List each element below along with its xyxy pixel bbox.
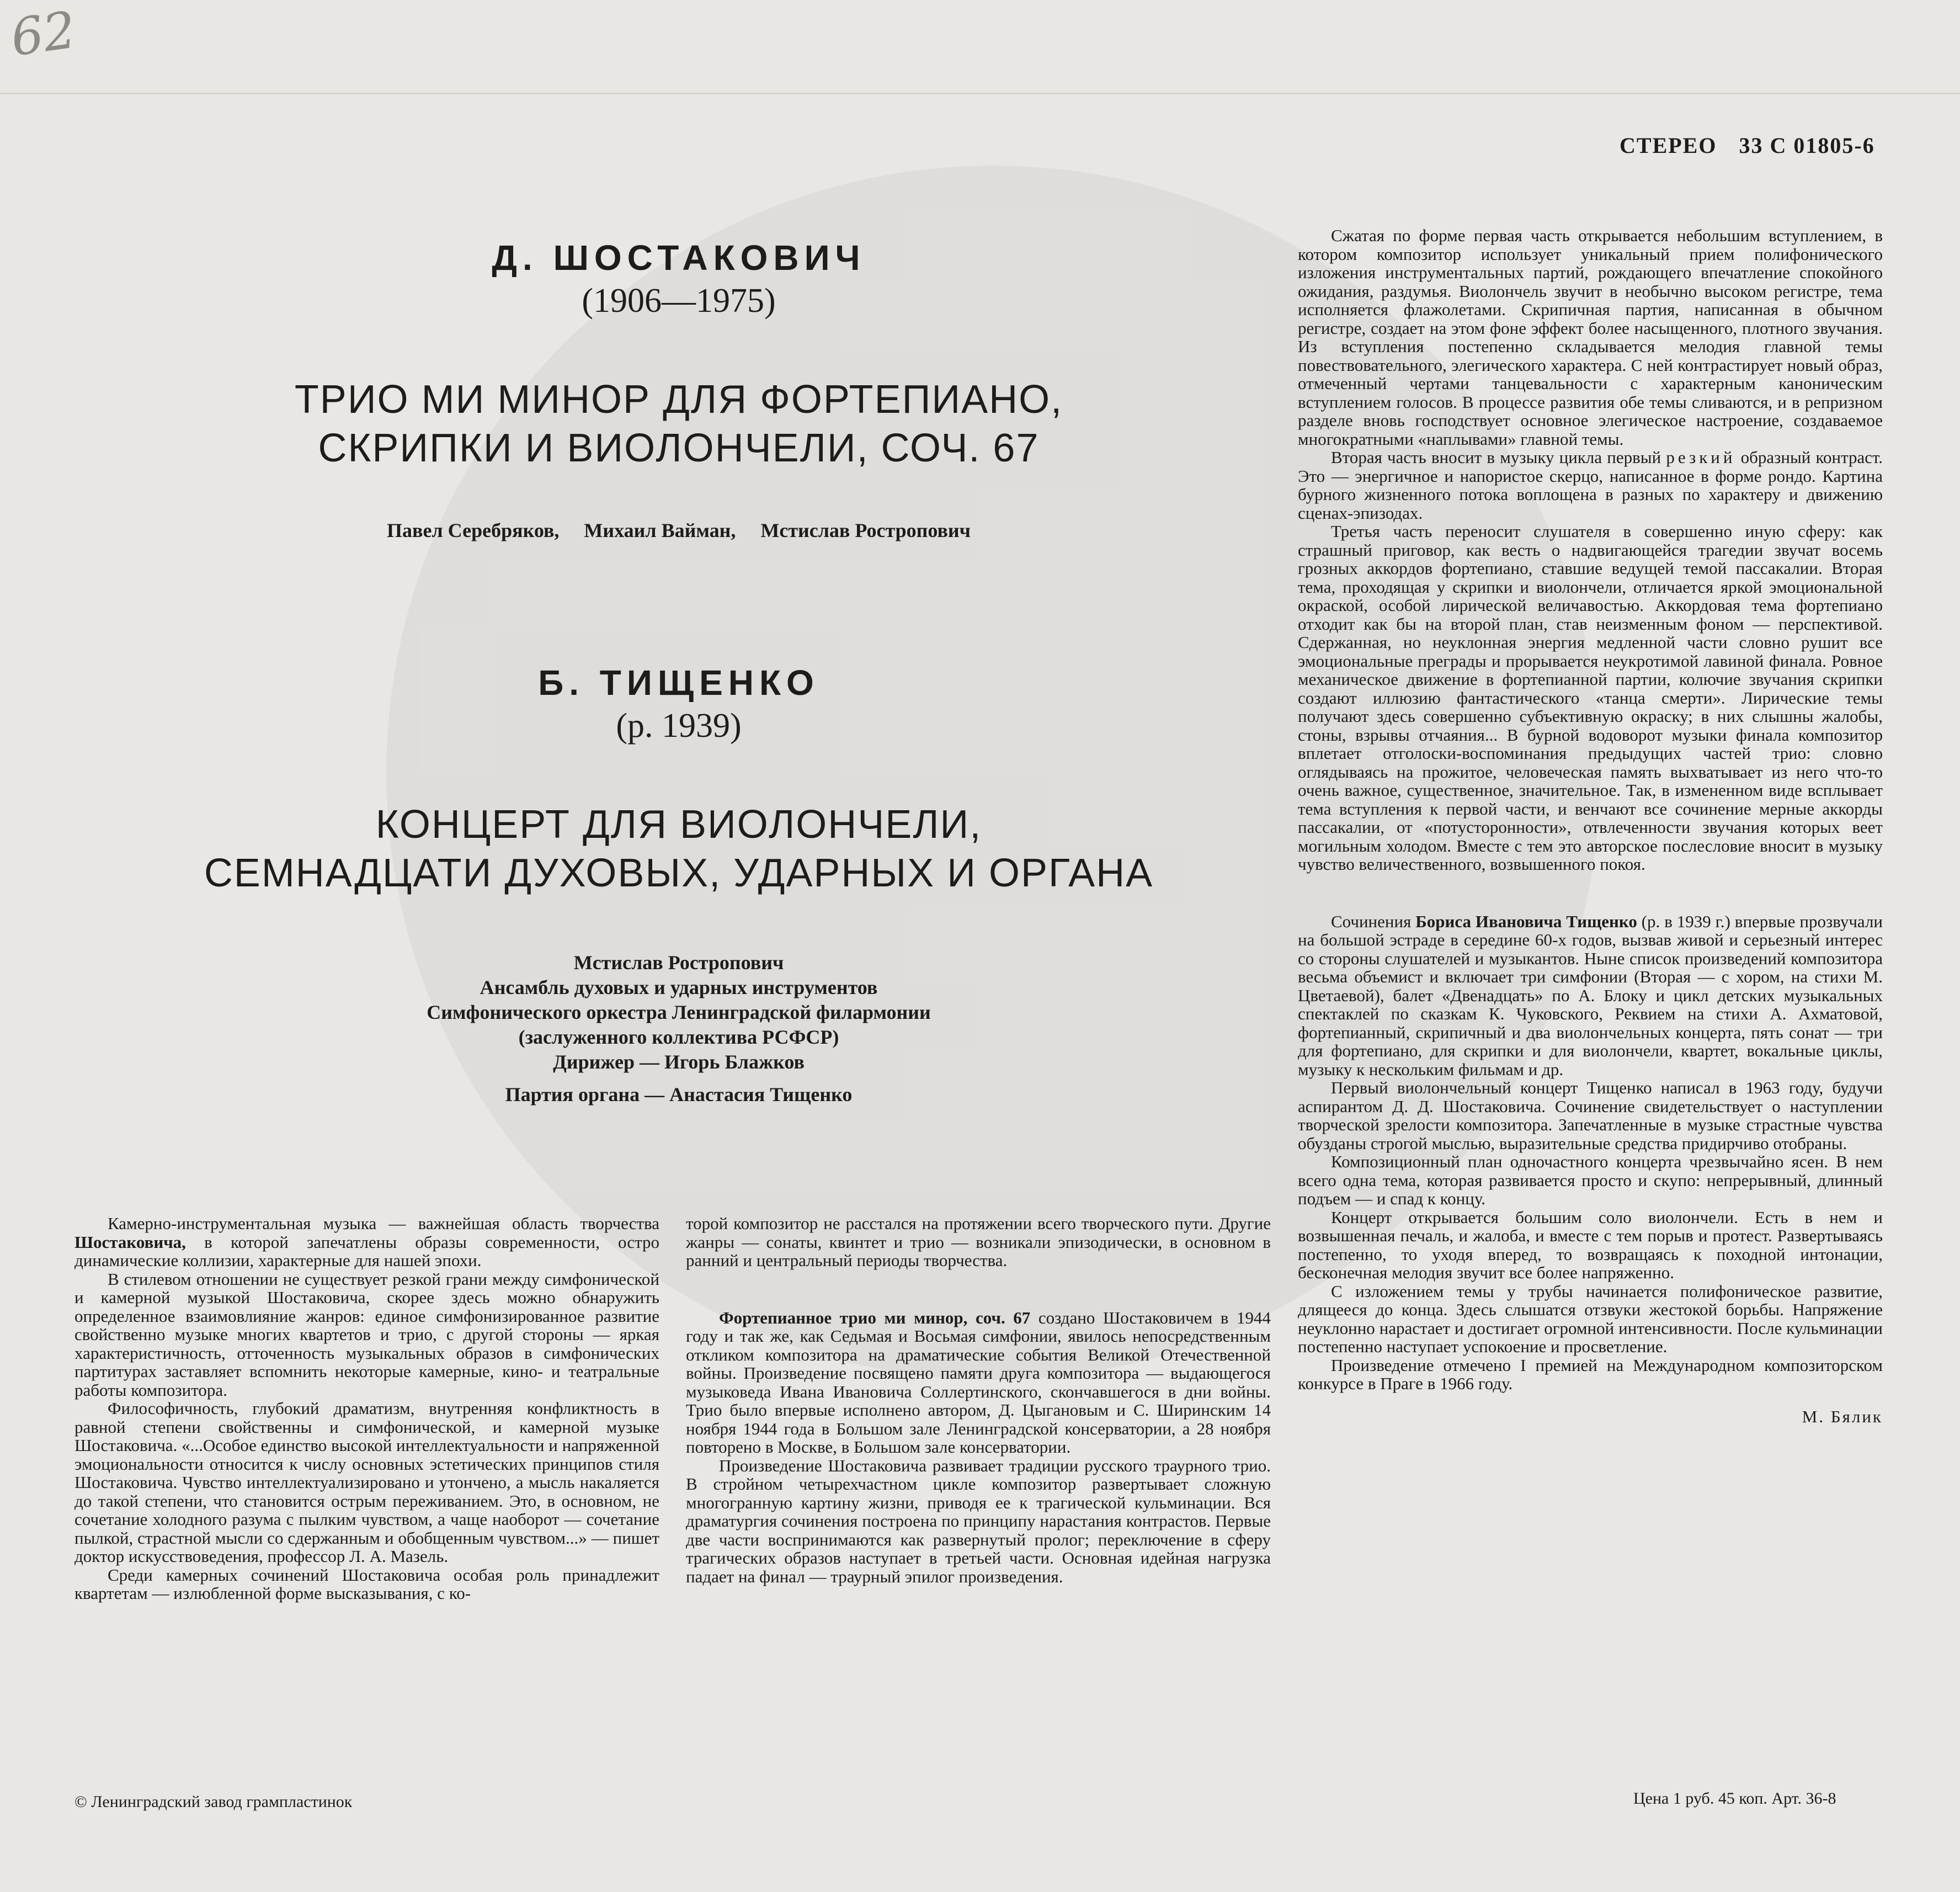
composer-tishchenko: Б. ТИЩЕНКО	[538, 663, 819, 703]
paragraph: Фортепианное трио ми минор, соч. 67 создано Шостаковичем в 1944 году и так же, как Седьмая и Восьмая симфонии, явилось непосредственным откликом композитора на драматические события Великой Отечественной войны. Произведение посвящено памяти друга композитора — выдающегося музыковеда Ивана Ивановича Соллертинского, скончавшегося в дни войны. Трио было впервые исполнено автором, Д. Цыгановым и С. Ширинским 14 ноября 1944 года в Большом зале Ленинградской консерватории, а 28 ноября повторено в Москве, в Большом зале консерватории.	[686, 1308, 1271, 1457]
credit-line: Симфонического оркестра Ленинградской филармонии	[427, 1001, 931, 1023]
catalog-number	[1620, 132, 1897, 158]
work-title-line: СКРИПКИ И ВИОЛОНЧЕЛИ, СОЧ. 67	[318, 426, 1040, 470]
paragraph: Вторая часть вносит в музыку цикла первый резкий образный контраст. Это — энергичное и напористое скерцо, написанное в форме рондо. Картина бурного жизненного потока воплощена в разных по характеру и движению сценах-эпизодах.	[1298, 448, 1883, 523]
paragraph: Сжатая по форме первая часть открывается небольшим вступлением, в котором композитор использует уникальный прием полифонического изложения инструментальных партий, рождающего впечатление спокойного ожидания, раздумья. Виолончель звучит в необычно высоком регистре, тема исполняется флажолетами. Скрипичная партия, написанная в обычном регистре, создает на этом фоне эффект более насыщенного, плотного звучания. Из вступления постепенно складывается мелодия главной темы повествовательного, элегического характера. С ней контрастирует новый образ, отмеченный чертами танцевальности с характерным каноническим вступлением голосов. В процессе развития обе темы сливаются, и в репризном разделе вновь господствует основное элегическое настроение, создаваемое многократными «наплывами» главной темы.	[1298, 226, 1883, 449]
credit-line: (заслуженного коллектива РСФСР)	[518, 1026, 839, 1048]
handwritten-mark: 62	[7, 0, 79, 68]
paragraph: Первый виолончельный концерт Тищенко написал в 1963 году, будучи аспирантом Д. Д. Шостаковича. Сочинение свидетельствует о наступлении творческой зрелости композитора. Запечатленные в музыке страстные чувства обузданы строгой мыслью, выразительные средства придирчиво отобраны.	[1298, 1078, 1883, 1153]
composer-shostakovich: Д. ШОСТАКОВИЧ	[492, 238, 866, 278]
author-signature: М. Бялик	[1802, 1406, 1883, 1426]
composer-years-tishchenko: (р. 1939)	[616, 707, 742, 745]
credit-line: Дирижер — Игорь Блажков	[553, 1051, 805, 1073]
paragraph: Произведение Шостаковича развивает традиции русского траурного трио. В стройном четырехчастном цикле композитор развертывает сложную многогранную картину жизни, приводя ее к трагической кульминации. Вся драматургия сочинения построена по принципу нарастания контрастов. Первые две части воспринимаются как развернутый пролог; переключение в сферу трагических образов наступает в третьей части. Основная идейная нагрузка падает на финал — траурный эпилог произведения.	[686, 1455, 1271, 1586]
credit-line: Партия органа — Анастасия Тищенко	[505, 1083, 853, 1106]
work-title-concerto	[182, 800, 1175, 897]
performer: Павел Серебряков,	[387, 519, 560, 541]
paragraph: В стилевом отношении не существует резкой грани между симфонической и камерной музыкой Шостаковича, скорее здесь можно обнаружить определенное взаимовлияние жанров: единое симфонизированное развитие свойственно музыке многих квартетов и трио, с другой стороны — яркая характеристичность, отточенность музыкальных образов в симфонических партитурах заставляет вспомнить некоторые камерные, кино- и театральные работы композитора.	[74, 1269, 659, 1400]
stereo-label: СТЕРЕО	[1620, 133, 1717, 158]
credit-line: Мстислав Ростропович	[573, 952, 784, 974]
price-article: Цена 1 руб. 45 коп. Арт. 36-8	[1633, 1789, 1836, 1808]
paragraph: Композиционный план одночастного концерта чрезвычайно ясен. В нем всего одна тема, которая развивается просто и скупо: непрерывный, длинный подъем — и спад к концу.	[1298, 1152, 1883, 1208]
credit-line: Ансамбль духовых и ударных инструментов	[480, 976, 878, 998]
paragraph: Камерно-инструментальная музыка — важнейшая область творчества Шостаковича, в которой запечатлены образы современности, остро динамические коллизии, характерные для нашей эпохи.	[74, 1214, 659, 1270]
paragraph: С изложением темы у трубы начинается полифоническое развитие, длящееся до конца. Здесь слышатся отзвуки жестокой борьбы. Напряжение неуклонно нарастает и достигает огромной интенсивности. После кульминации постепенно наступает успокоение и просветление.	[1298, 1281, 1883, 1356]
paragraph: торой композитор не расстался на протяжении всего творческого пути. Другие жанры — сонаты, квинтет и трио — возникали эпизодически, в основном в ранний и центральный периоды творчества.	[686, 1214, 1271, 1270]
work-title-line: СЕМНАДЦАТИ ДУХОВЫХ, УДАРНЫХ И ОРГАНА	[204, 851, 1154, 895]
paragraph: Философичность, глубокий драматизм, внутренняя конфликтность в равной степени свойственны и симфонической, и камерной музыке Шостаковича. «...Особое единство высокой интеллектуальности и напряженной эмоциональности относится к числу основных эстетических принципов стиля Шостаковича. Чувство интеллектуализировано и утончено, а мысль накаляется до такой степени, что становится острым переживанием. Это, в основном, не сочетание холодного разума с пылким чувством, а чаще наоборот — сочетание пылкой, страстной мысли со сдержанным и обобщенным чувством...» — пишет доктор искусствоведения, профессор Л. А. Мазель.	[74, 1399, 659, 1566]
catalog-code: 33 С 01805-6	[1739, 133, 1875, 158]
publisher-copyright: © Ленинградский завод грампластинок	[74, 1793, 353, 1811]
work-title-line: ТРИО МИ МИНОР ДЛЯ ФОРТЕПИАНО,	[294, 378, 1063, 422]
performer: Михаил Вайман,	[584, 519, 736, 541]
concerto-credits	[348, 950, 1010, 1107]
sleeve-fold-line	[0, 93, 1960, 94]
trio-performers	[182, 519, 1175, 542]
work-title-line: КОНЦЕРТ ДЛЯ ВИОЛОНЧЕЛИ,	[375, 802, 982, 847]
paragraph: Среди камерных сочинений Шостаковича особая роль принадлежит квартетам — излюбленной форме высказывания, с ко-	[74, 1565, 659, 1603]
paragraph: Третья часть переносит слушателя в совершенно иную сферу: как страшный приговор, как весть о надвигающейся трагедии звучат восемь грозных аккордов фортепиано, ставшие ведущей темой пассакалии. Вторая тема, проходящая у скрипки и виолончели, отличается яркой эмоциональной окраской, особой лирической величавостью. Аккордовая тема фортепиано отходит как бы на второй план, став неизменным фоном — перспективой. Сдержанная, но неуклонная энергия медленной части словно рушит все эмоциональные преграды и прорывается неукротимой лавиной финала. Ровное механическое движение в фортепианной партии, колючие звучания скрипки создают иллюзию фантастического «танца смерти». Лирические темы получают здесь совершенно субъективную окраску; в них слышны жалобы, стоны, взрывы отчаяния... В бурной водоворот музыки финала композитор вплетает отголоски-воспоминания предыдущих частей трио: словно оглядываясь на прожитое, человеческая память выхватывает из него что-то очень важное, существенное, значительное. Так, в измененном виде всплывает тема вступления к первой части, и венчают все сочинение мерные аккорды пассакалии, от «потусторонности», отвлеченности звучания которых веет могильным холодом. Вместе с тем это авторское послесловие вносит в музыку чувство величественного, возвышенного покоя.	[1298, 522, 1883, 874]
paragraph: Сочинения Бориса Ивановича Тищенко (р. в 1939 г.) впервые прозвучали на большой эстраде в середине 60-х годов, вызвав живой и серьезный интерес со стороны слушателей и музыкантов. Ныне список произведений композитора весьма объемист и включает три симфонии (Вторая — с хором, на стихи М. Цветаевой), балет «Двенадцать» по А. Блоку и цикл детских музыкальных спектаклей по сказкам К. Чуковского, Реквием на стихи А. Ахматовой, фортепианный, скрипичный и два виолончельных концерта, пять сонат — три для фортепиано, для скрипки и для виолончели, квартет, вокальные циклы, музыку к нескольким фильмам и др.	[1298, 911, 1883, 1079]
composer-years-shostakovich: (1906—1975)	[582, 282, 776, 320]
work-title-trio	[182, 375, 1175, 472]
paragraph: Концерт открывается большим соло виолончели. Есть в нем и возвышенная печаль, и жалоба, и вместе с тем порыв и протест. Развертываясь постепенно, то уходя вперед, то возвращаясь к походной интонации, бесконечная мелодия звучит все более напряженно.	[1298, 1207, 1883, 1282]
paragraph: Произведение отмечено I премией на Международном композиторском конкурсе в Праге в 1966 году.	[1298, 1355, 1883, 1393]
liner-notes-column-right	[1298, 226, 1883, 1426]
performer: Мстислав Ростропович	[760, 519, 971, 541]
liner-notes-column-middle	[686, 1214, 1271, 1586]
liner-notes-column-left	[74, 1214, 659, 1603]
